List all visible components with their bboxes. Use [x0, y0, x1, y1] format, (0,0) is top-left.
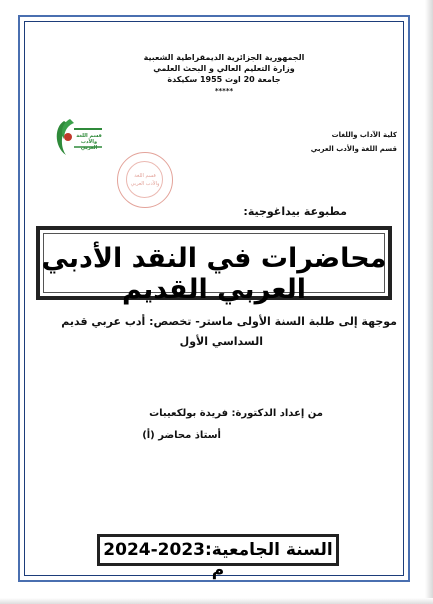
stamp-line-1: قسم اللغة: [134, 173, 156, 179]
department-name: قسم اللغة والأدب العربي: [310, 145, 397, 153]
stars-line: *****: [214, 87, 234, 95]
republic-line: الجمهورية الجزائرية الديمقراطية الشعبية: [143, 53, 305, 62]
author-line: من إعداد الدكتورة: فريدة بولكعيبات: [149, 408, 323, 419]
scan-shadow-bottom: [0, 598, 433, 604]
academic-year-box: [97, 534, 339, 580]
academic-year: السنة الجامعية:2023-2024 م: [103, 540, 333, 580]
ministry-line: وزارة التعليم العالي و البحث العلمي: [153, 64, 295, 73]
scan-shadow-right: [425, 0, 433, 604]
document-title: محاضرات في النقد الأدبي العربي القديم: [41, 243, 387, 305]
title-box: [36, 226, 392, 305]
logo-caption: قسم اللغة والأدب العربي: [76, 133, 102, 151]
faculty-name: كلية الآداب واللغات: [331, 131, 397, 139]
department-stamp: [117, 152, 173, 208]
document-type-label: مطبوعة بيداغوجية:: [243, 205, 347, 218]
university-line: جامعة 20 اوت 1955 سكيكدة: [167, 75, 281, 84]
audience-line: موجهة إلى طلبة السنة الأولى ماستر- تخصص: أدب عربي قديم: [61, 315, 397, 328]
stamp-line-2: والأدب العربي: [130, 181, 160, 187]
author-rank: أستاذ محاضر (أ): [142, 430, 221, 441]
semester-line: السداسي الأول: [179, 335, 263, 348]
department-logo: [50, 113, 106, 163]
